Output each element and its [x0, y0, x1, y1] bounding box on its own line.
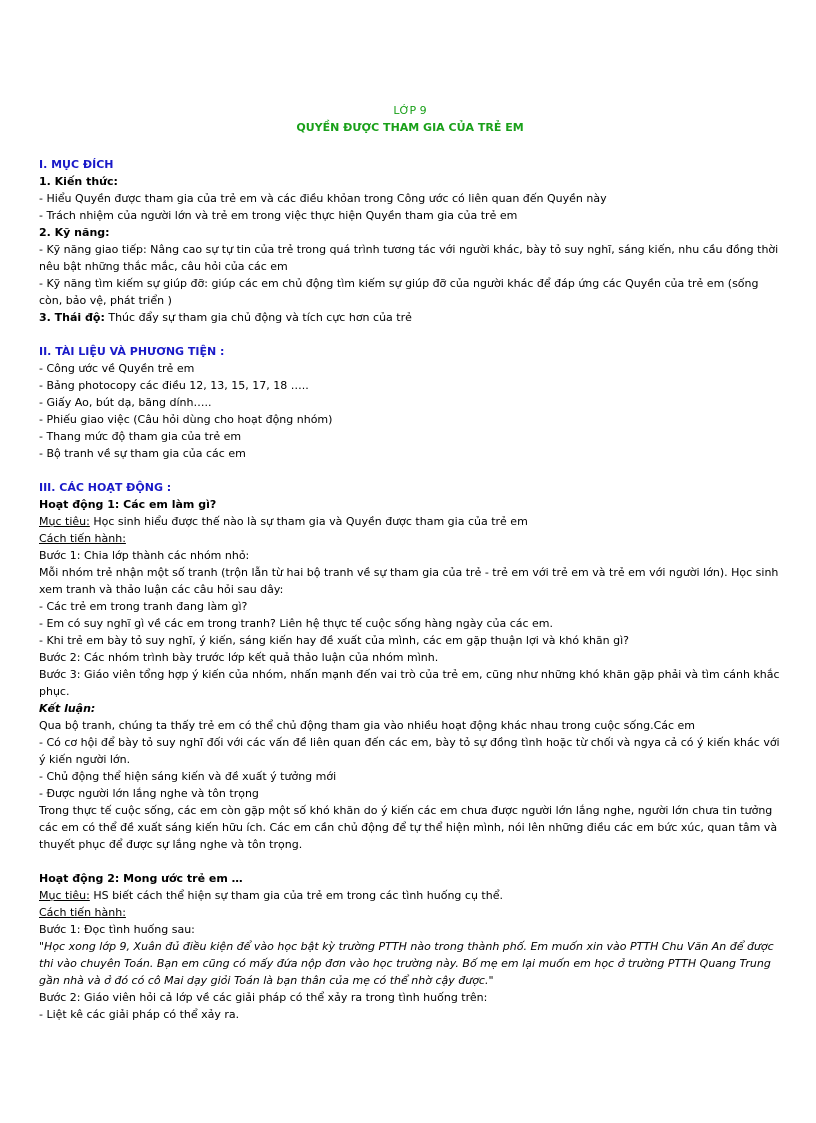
attitude-line [39, 309, 781, 326]
activity-2-title: Hoạt động 2: Mong ước trẻ em … [39, 872, 243, 885]
material-item: - Bộ tranh về sự tham gia của các em [39, 447, 246, 460]
skills-title: 2. Kỹ năng: [39, 226, 110, 239]
material-item: - Công ước về Quyền trẻ em [39, 362, 195, 375]
section-1-heading: I. MỤC ĐÍCH [39, 158, 114, 171]
activity-1-line: Bước 2: Các nhóm trình bày trước lớp kết quả thảo luận của nhóm mình. [39, 651, 439, 664]
conclusion-line: - Được người lớn lắng nghe và tôn trọng [39, 787, 259, 800]
conclusion-label: Kết luận: [39, 702, 96, 715]
activity-2-goal [39, 887, 781, 904]
attitude-title: 3. Thái độ: [39, 311, 105, 324]
activity-1-title: Hoạt động 1: Các em làm gì? [39, 498, 217, 511]
knowledge-item: - Trách nhiệm của người lớn và trẻ em trong việc thực hiện Quyền tham gia của trẻ em [39, 209, 518, 222]
activity-2-step-2: Bước 2: Giáo viên hỏi cả lớp về các giải pháp có thể xảy ra trong tình huống trên: [39, 991, 488, 1004]
document-page [39, 102, 781, 1023]
goal-text: Học sinh hiểu được thế nào là sự tham gia và Quyền được tham gia của trẻ em [89, 515, 528, 528]
situation-quote: "Học xong lớp 9, Xuân đủ điều kiện để vào học bật kỳ trường PTTH nào trong thành phố. Em muốn xin vào PTTH Chu Văn An để được thi vào chuyên Toán. Bạn em cũng có mấy đứa nộp đơn vào học trường này. Bố mẹ em lại muốn em học ở trường PTTH Quang Trung gần nhà và ở đó có cô Mai dạy giỏi Toán là bạn thân của mẹ có thể nhờ cậy được." [39, 940, 774, 987]
conclusion-line: - Có cơ hội để bày tỏ suy nghĩ đối với các vấn đề liên quan đến các em, bày tỏ sự đồng tình hoặc từ chối và ngya cả có ý kiến khác với ý kiến người lớn. [39, 736, 780, 766]
procedure-label: Cách tiến hành: [39, 906, 126, 919]
activity-1-line: Bước 3: Giáo viên tổng hợp ý kiến của nhóm, nhấn mạnh đến vai trò của trẻ em, cũng như những khó khăn gặp phải và tìm cánh khắc phục. [39, 668, 780, 698]
goal-text: HS biết cách thể hiện sự tham gia của trẻ em trong các tình huống cụ thể. [89, 889, 503, 902]
page-title: QUYỀN ĐƯỢC THAM GIA CỦA TRẺ EM [296, 121, 524, 134]
knowledge-item: - Hiểu Quyền được tham gia của trẻ em và các điều khỏan trong Công ước có liên quan đến Quyền này [39, 192, 607, 205]
activity-1-line: Bước 1: Chia lớp thành các nhóm nhỏ: [39, 549, 250, 562]
activity-1-line: - Khi trẻ em bày tỏ suy nghĩ, ý kiến, sáng kiến hay đề xuất của mình, các em gặp thuận lợi và khó khăn gì? [39, 634, 630, 647]
activity-1-line: - Các trẻ em trong tranh đang làm gì? [39, 600, 248, 613]
activity-2-step-1: Bước 1: Đọc tình huống sau: [39, 923, 195, 936]
material-item: - Thang mức độ tham gia của trẻ em [39, 430, 242, 443]
skills-item: - Kỹ năng tìm kiếm sự giúp đỡ: giúp các em chủ động tìm kiếm sự giúp đỡ của người khác để đáp ứng các Quyền của trẻ em (sống còn, bảo vệ, phát triển ) [39, 277, 759, 307]
attitude-text: Thúc đẩy sự tham gia chủ động và tích cực hơn của trẻ [104, 311, 412, 324]
material-item: - Bảng photocopy các điều 12, 13, 15, 17, 18 ….. [39, 379, 309, 392]
section-2-heading: II. TÀI LIỆU VÀ PHƯƠNG TIỆN : [39, 345, 225, 358]
conclusion-line: - Chủ động thể hiện sáng kiến và đề xuất ý tưởng mới [39, 770, 337, 783]
material-item: - Giấy Ao, bút dạ, băng dính….. [39, 396, 212, 409]
material-item: - Phiếu giao việc (Câu hỏi dùng cho hoạt động nhóm) [39, 413, 333, 426]
activity-1-line: Mỗi nhóm trẻ nhận một số tranh (trộn lẫn từ hai bộ tranh về sự tham gia của trẻ - trẻ em với trẻ em và trẻ em với người lớn). Học sinh xem tranh và thảo luận các câu hỏi sau dây: [39, 566, 779, 596]
procedure-label: Cách tiến hành: [39, 532, 126, 545]
grade-label: LỚP 9 [393, 104, 427, 117]
conclusion-line: Trong thực tế cuộc sống, các em còn gặp một số khó khăn do ý kiến các em chưa được người lớn lắng nghe, người lớn chưa tin tưởng các em có thể đề xuất sáng kiến hữu ích. Các em cần chủ động để tự thể hiện mình, nói lên những điều các em bức xúc, quan tâm và thuyết phục để được sự lắng nghe và tôn trọng. [39, 804, 778, 851]
section-3-heading: III. CÁC HOẠT ĐỘNG : [39, 481, 172, 494]
activity-2-last-line: - Liệt kê các giải pháp có thể xảy ra. [39, 1008, 240, 1021]
goal-label: Mục tiêu: [39, 515, 90, 528]
knowledge-title: 1. Kiến thức: [39, 175, 118, 188]
activity-1-line: - Em có suy nghĩ gì về các em trong tranh? Liên hệ thực tế cuộc sống hàng ngày của các em. [39, 617, 554, 630]
activity-1-goal [39, 513, 781, 530]
conclusion-line: Qua bộ tranh, chúng ta thấy trẻ em có thể chủ động tham gia vào nhiều hoạt động khác nhau trong cuộc sống.Các em [39, 719, 696, 732]
skills-item: - Kỹ năng giao tiếp: Nâng cao sự tự tin của trẻ trong quá trình tương tác với người khác, bày tỏ suy nghĩ, sáng kiến, nhu cầu đồng thời nêu bật những thắc mắc, câu hỏi của các em [39, 243, 779, 273]
goal-label: Mục tiêu: [39, 889, 90, 902]
